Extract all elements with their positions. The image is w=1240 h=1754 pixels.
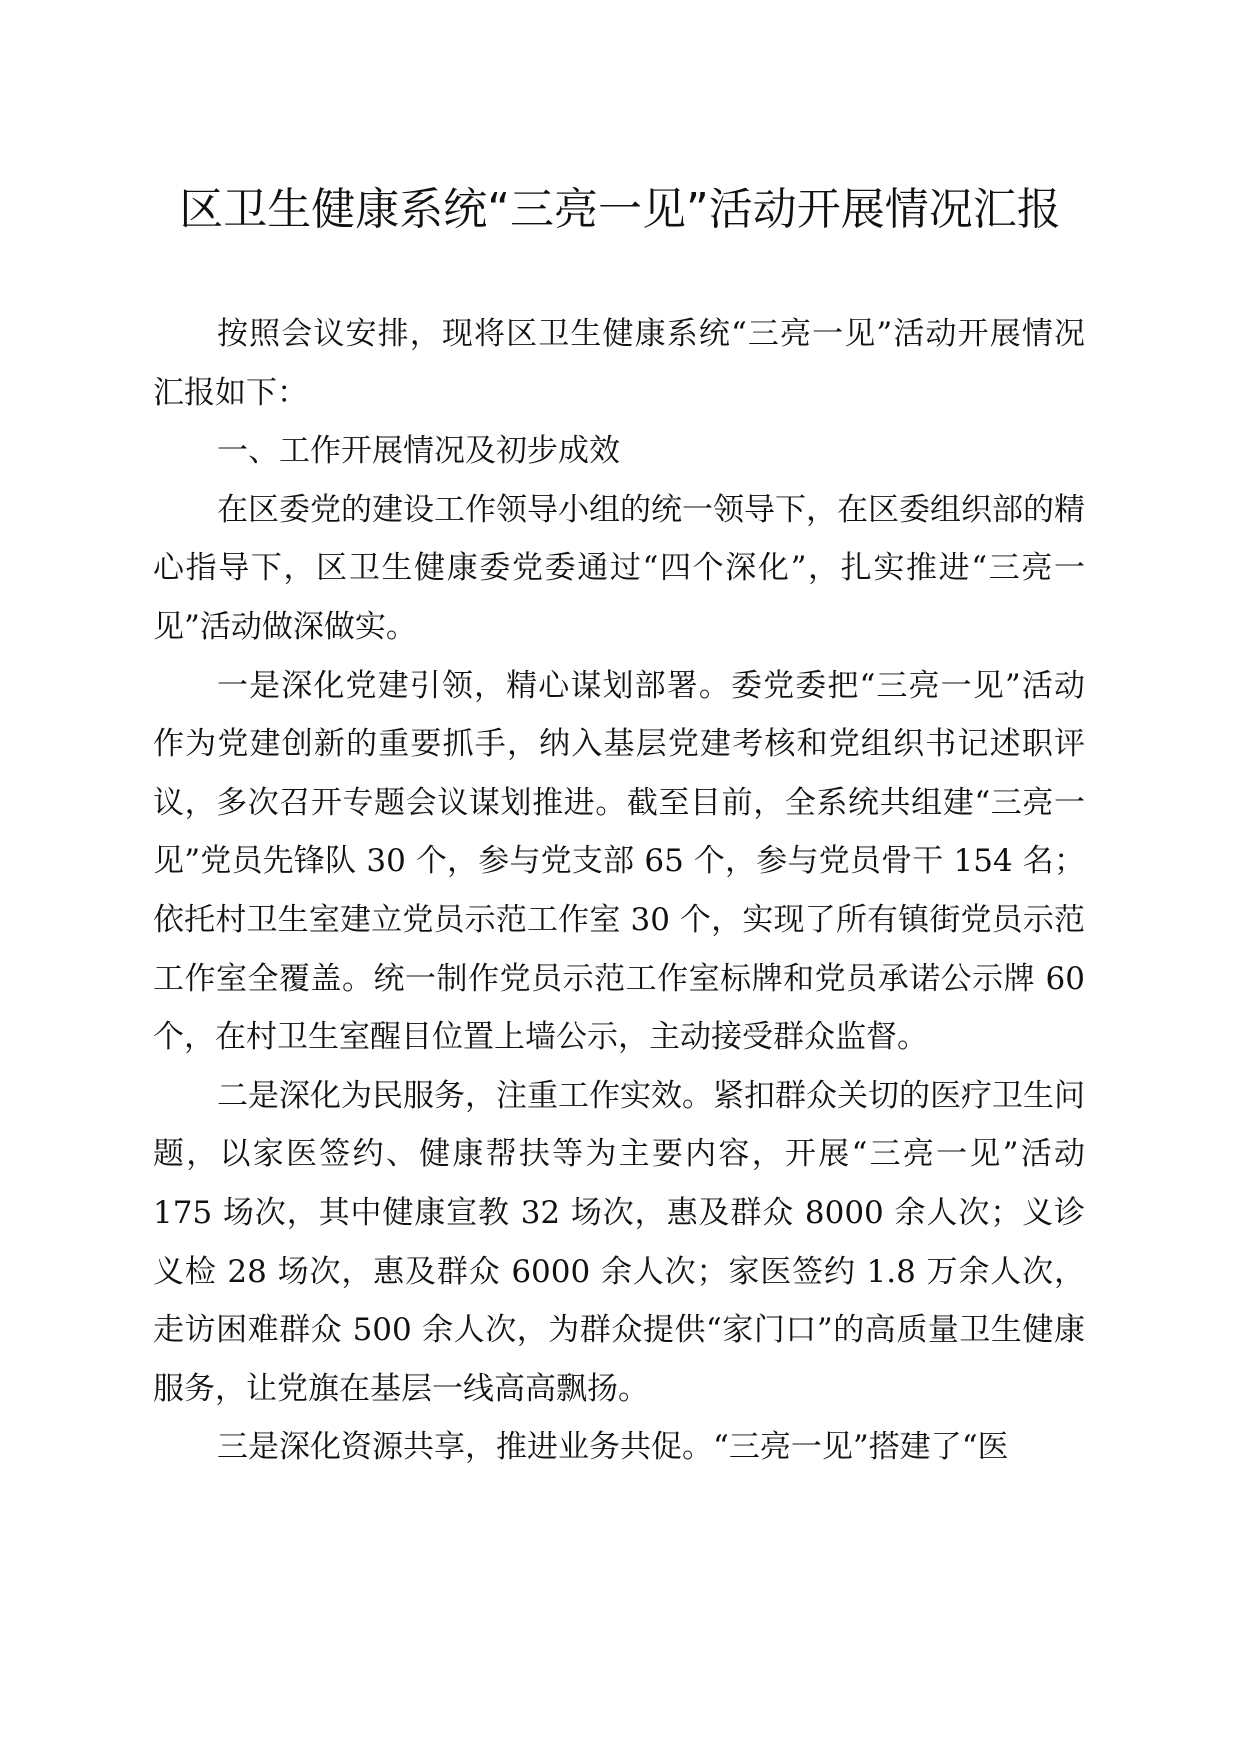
section-heading: 一、工作开展情况及初步成效 [217, 433, 620, 470]
party-leadership-paragraph: 一是深化党建引领，精心谋划部署。委党委把“三亮一见”活动作为党建创新的重要抓手，纳入基层党建考核和党组织书记述职评议，多次召开专题会议谋划推进。截至目前，全系统共组建“三亮一见”党员先锋队 30 个，参与党支部 65 个，参与党员骨干 154 名；依托村卫生室建立党员示范工作室 30 个，实现了所有镇街党员示范工作室全覆盖。统一制作党员示范工作室标牌和党员承诺公示牌 60 个，在村卫生室醒目位置上墙公示，主动接受群众监督。 [153, 667, 1085, 1056]
public-service-paragraph: 二是深化为民服务，注重工作实效。紧扣群众关切的医疗卫生问题，以家医签约、健康帮扶等为主要内容，开展“三亮一见”活动 175 场次，其中健康宣教 32 场次，惠及群众 8000 余人次；义诊义检 28 场次，惠及群众 6000 余人次；家医签约 1.8 万余人次，走访困难群众 500 余人次，为群众提供“家门口”的高质量卫生健康服务，让党旗在基层一线高高飘扬。 [153, 1077, 1085, 1407]
document-title: 区卫生健康系统“三亮一见”活动开展情况汇报 [179, 184, 1061, 235]
document-body [153, 305, 1085, 1477]
resource-sharing-paragraph: 三是深化资源共享，推进业务共促。“三亮一见”搭建了“医 [217, 1429, 1009, 1466]
intro-paragraph: 按照会议安排，现将区卫生健康系统“三亮一见”活动开展情况汇报如下： [153, 316, 1085, 411]
overview-paragraph: 在区委党的建设工作领导小组的统一领导下，在区委组织部的精心指导下，区卫生健康委党委通过“四个深化”，扎实推进“三亮一见”活动做深做实。 [153, 491, 1085, 645]
